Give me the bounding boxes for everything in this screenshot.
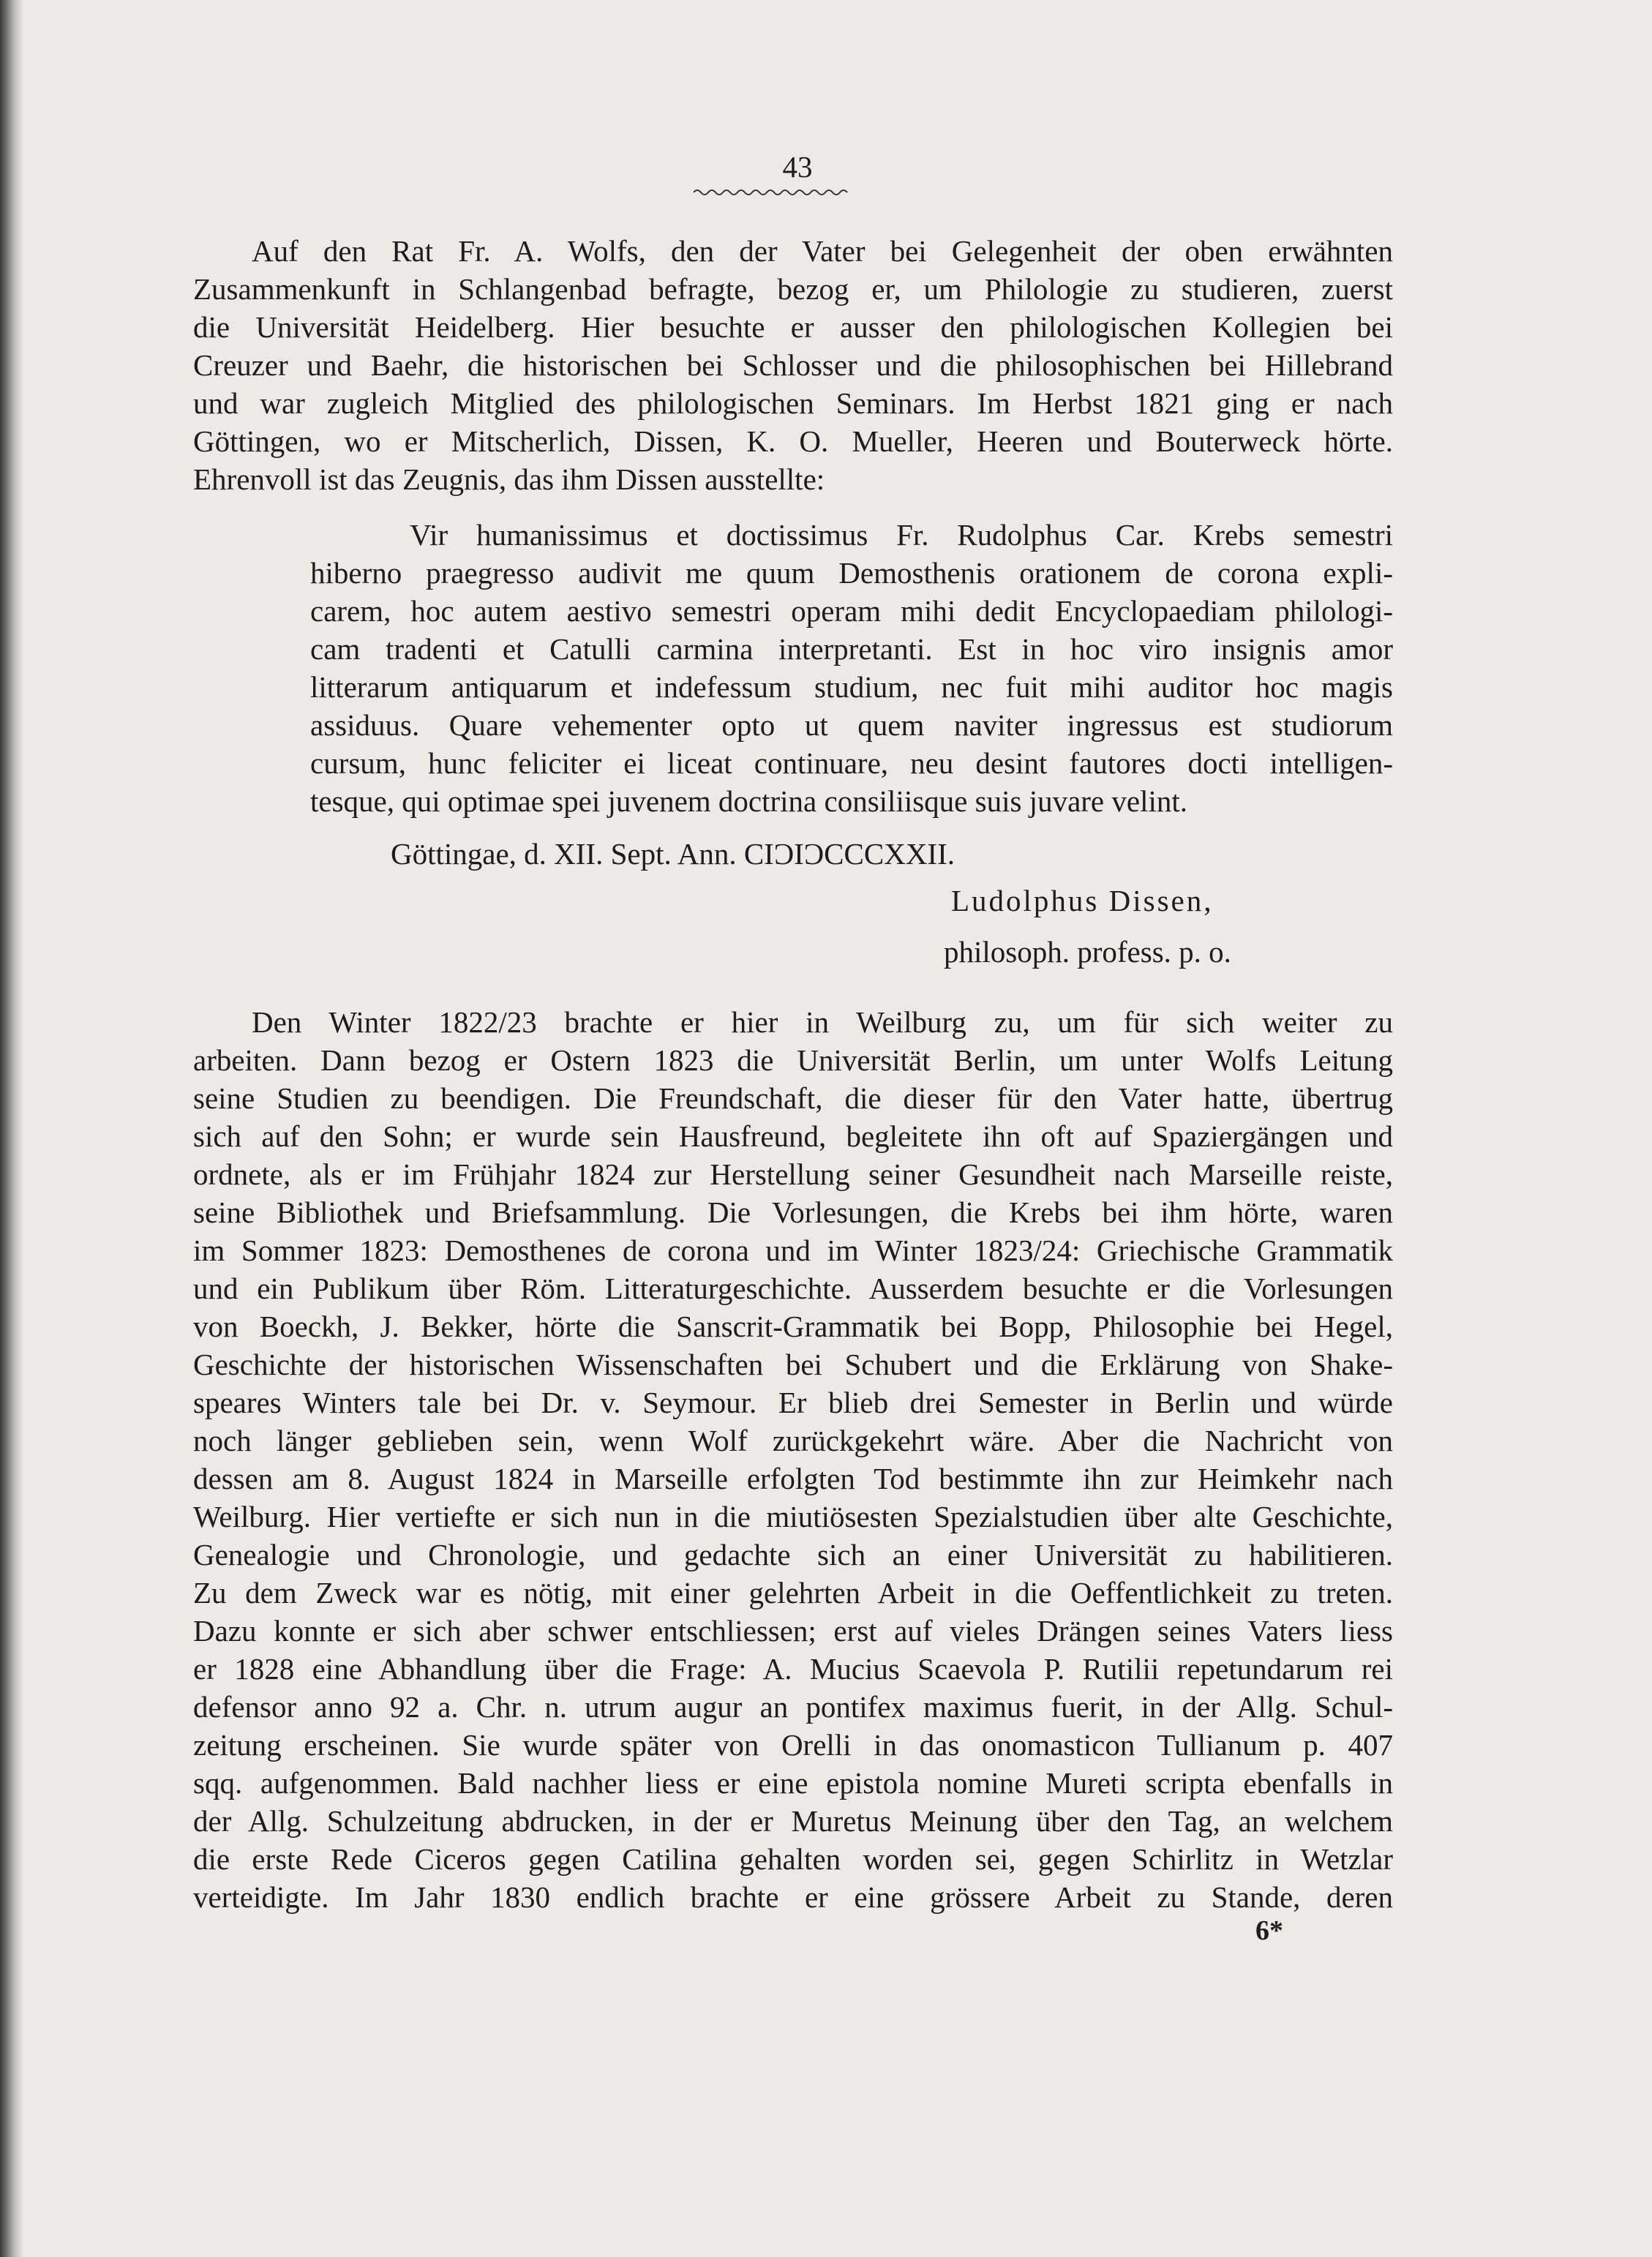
quote-line: carem, hoc autem aestivo semestri operam mihi dedit Encyclopaediam philologi- bbox=[310, 594, 1393, 628]
paragraph-line: im Sommer 1823: Demosthenes de corona und im Winter 1823/24: Griechische Grammatik bbox=[193, 1233, 1393, 1267]
dateline: Göttingae, d. XII. Sept. Ann. CIƆIƆCCCXXII. bbox=[391, 837, 955, 871]
paragraph-line: Den Winter 1822/23 brachte er hier in Weilburg zu, um für sich weiter zu bbox=[252, 1005, 1393, 1039]
quote-line: hiberno praegresso audivit me quum Demosthenis orationem de corona expli- bbox=[310, 556, 1393, 590]
paragraph-line: Genealogie und Chronologie, und gedachte sich an einer Universität zu habilitieren. bbox=[193, 1538, 1393, 1571]
signature-title: philosoph. profess. p. o. bbox=[944, 935, 1231, 969]
page-number: 43 bbox=[782, 150, 813, 184]
paragraph-line: speares Winters tale bei Dr. v. Seymour. Er blieb drei Semester in Berlin und würde bbox=[193, 1386, 1393, 1419]
paragraph-line: und war zugleich Mitglied des philologischen Seminars. Im Herbst 1821 ging er nach bbox=[193, 386, 1393, 420]
paragraph-line: ordnete, als er im Frühjahr 1824 zur Herstellung seiner Gesundheit nach Marseille reiste, bbox=[193, 1157, 1393, 1191]
paragraph-line: Dazu konnte er sich aber schwer entschliessen; erst auf vieles Drängen seines Vaters liess bbox=[193, 1614, 1393, 1648]
paragraph-line: Zu dem Zweck war es nötig, mit einer gelehrten Arbeit in die Oeffentlichkeit zu treten. bbox=[193, 1576, 1393, 1610]
quote-line: litterarum antiquarum et indefessum studium, nec fuit mihi auditor hoc magis bbox=[310, 670, 1393, 704]
page-binding-edge bbox=[0, 0, 23, 2257]
paragraph-line: defensor anno 92 a. Chr. n. utrum augur an pontifex maximus fuerit, in der Allg. Schul- bbox=[193, 1690, 1393, 1724]
quote-line: tesque, qui optimae spei juvenem doctrina consiliisque suis juvare velint. bbox=[310, 784, 1187, 818]
paragraph-line: der Allg. Schulzeitung abdrucken, in der er Muretus Meinung über den Tag, an welchem bbox=[193, 1804, 1393, 1838]
paragraph-line: Auf den Rat Fr. A. Wolfs, den der Vater bei Gelegenheit der oben erwähnten bbox=[252, 234, 1393, 268]
paragraph-line: sqq. aufgenommen. Bald nachher liess er eine epistola nomine Mureti scripta ebenfalls in bbox=[193, 1766, 1393, 1800]
paragraph-line: seine Bibliothek und Briefsammlung. Die Vorlesungen, die Krebs bei ihm hörte, waren bbox=[193, 1195, 1393, 1229]
quote-line: cursum, hunc feliciter ei liceat continuare, neu desint fautores docti intelligen- bbox=[310, 746, 1393, 780]
signature-name: Ludolphus Dissen, bbox=[951, 884, 1214, 917]
wavy-rule-ornament bbox=[694, 187, 849, 198]
paragraph-line: Ehrenvoll ist das Zeugnis, das ihm Dissen ausstellte: bbox=[193, 462, 825, 496]
paragraph-line: verteidigte. Im Jahr 1830 endlich brachte er eine grössere Arbeit zu Stande, deren bbox=[193, 1880, 1393, 1914]
paragraph-line: zeitung erscheinen. Sie wurde später von Orelli in das onomasticon Tullianum p. 407 bbox=[193, 1728, 1393, 1762]
paragraph-line: Weilburg. Hier vertiefte er sich nun in die miutiösesten Spezialstudien über alte Geschichte, bbox=[193, 1500, 1393, 1533]
quote-line: cam tradenti et Catulli carmina interpretanti. Est in hoc viro insignis amor bbox=[310, 632, 1393, 666]
paragraph-line: die Universität Heidelberg. Hier besuchte er ausser den philologischen Kollegien bei bbox=[193, 310, 1393, 344]
paragraph-line: arbeiten. Dann bezog er Ostern 1823 die Universität Berlin, um unter Wolfs Leitung bbox=[193, 1043, 1393, 1077]
paragraph-line: sich auf den Sohn; er wurde sein Hausfreund, begleitete ihn oft auf Spaziergängen und bbox=[193, 1119, 1393, 1153]
paragraph-line: und ein Publikum über Röm. Litteraturgeschichte. Ausserdem besuchte er die Vorlesungen bbox=[193, 1272, 1393, 1305]
paragraph-line: dessen am 8. August 1824 in Marseille erfolgten Tod bestimmte ihn zur Heimkehr nach bbox=[193, 1462, 1393, 1495]
paragraph-line: Geschichte der historischen Wissenschaften bei Schubert und die Erklärung von Shake- bbox=[193, 1348, 1393, 1381]
paragraph-line: die erste Rede Ciceros gegen Catilina gehalten worden sei, gegen Schirlitz in Wetzlar bbox=[193, 1842, 1393, 1876]
signature-mark: 6* bbox=[1255, 1915, 1283, 1946]
paragraph-line: Creuzer und Baehr, die historischen bei Schlosser und die philosophischen bei Hillebrand bbox=[193, 348, 1393, 382]
paragraph-line: er 1828 eine Abhandlung über die Frage: A. Mucius Scaevola P. Rutilii repetundarum rei bbox=[193, 1652, 1393, 1686]
quote-line: Vir humanissimus et doctissimus Fr. Rudolphus Car. Krebs semestri bbox=[410, 518, 1393, 552]
paragraph-line: Zusammenkunft in Schlangenbad befragte, bezog er, um Philologie zu studieren, zuerst bbox=[193, 272, 1393, 306]
paragraph-line: von Boeckh, J. Bekker, hörte die Sanscrit-Grammatik bei Bopp, Philosophie bei Hegel, bbox=[193, 1310, 1393, 1343]
paragraph-line: seine Studien zu beendigen. Die Freundschaft, die dieser für den Vater hatte, übertrug bbox=[193, 1081, 1393, 1115]
quote-line: assiduus. Quare vehementer opto ut quem naviter ingressus est studiorum bbox=[310, 708, 1393, 742]
paragraph-line: Göttingen, wo er Mitscherlich, Dissen, K. O. Mueller, Heeren und Bouterweck hörte. bbox=[193, 424, 1393, 458]
paragraph-line: noch länger geblieben sein, wenn Wolf zurückgekehrt wäre. Aber die Nachricht von bbox=[193, 1424, 1393, 1457]
